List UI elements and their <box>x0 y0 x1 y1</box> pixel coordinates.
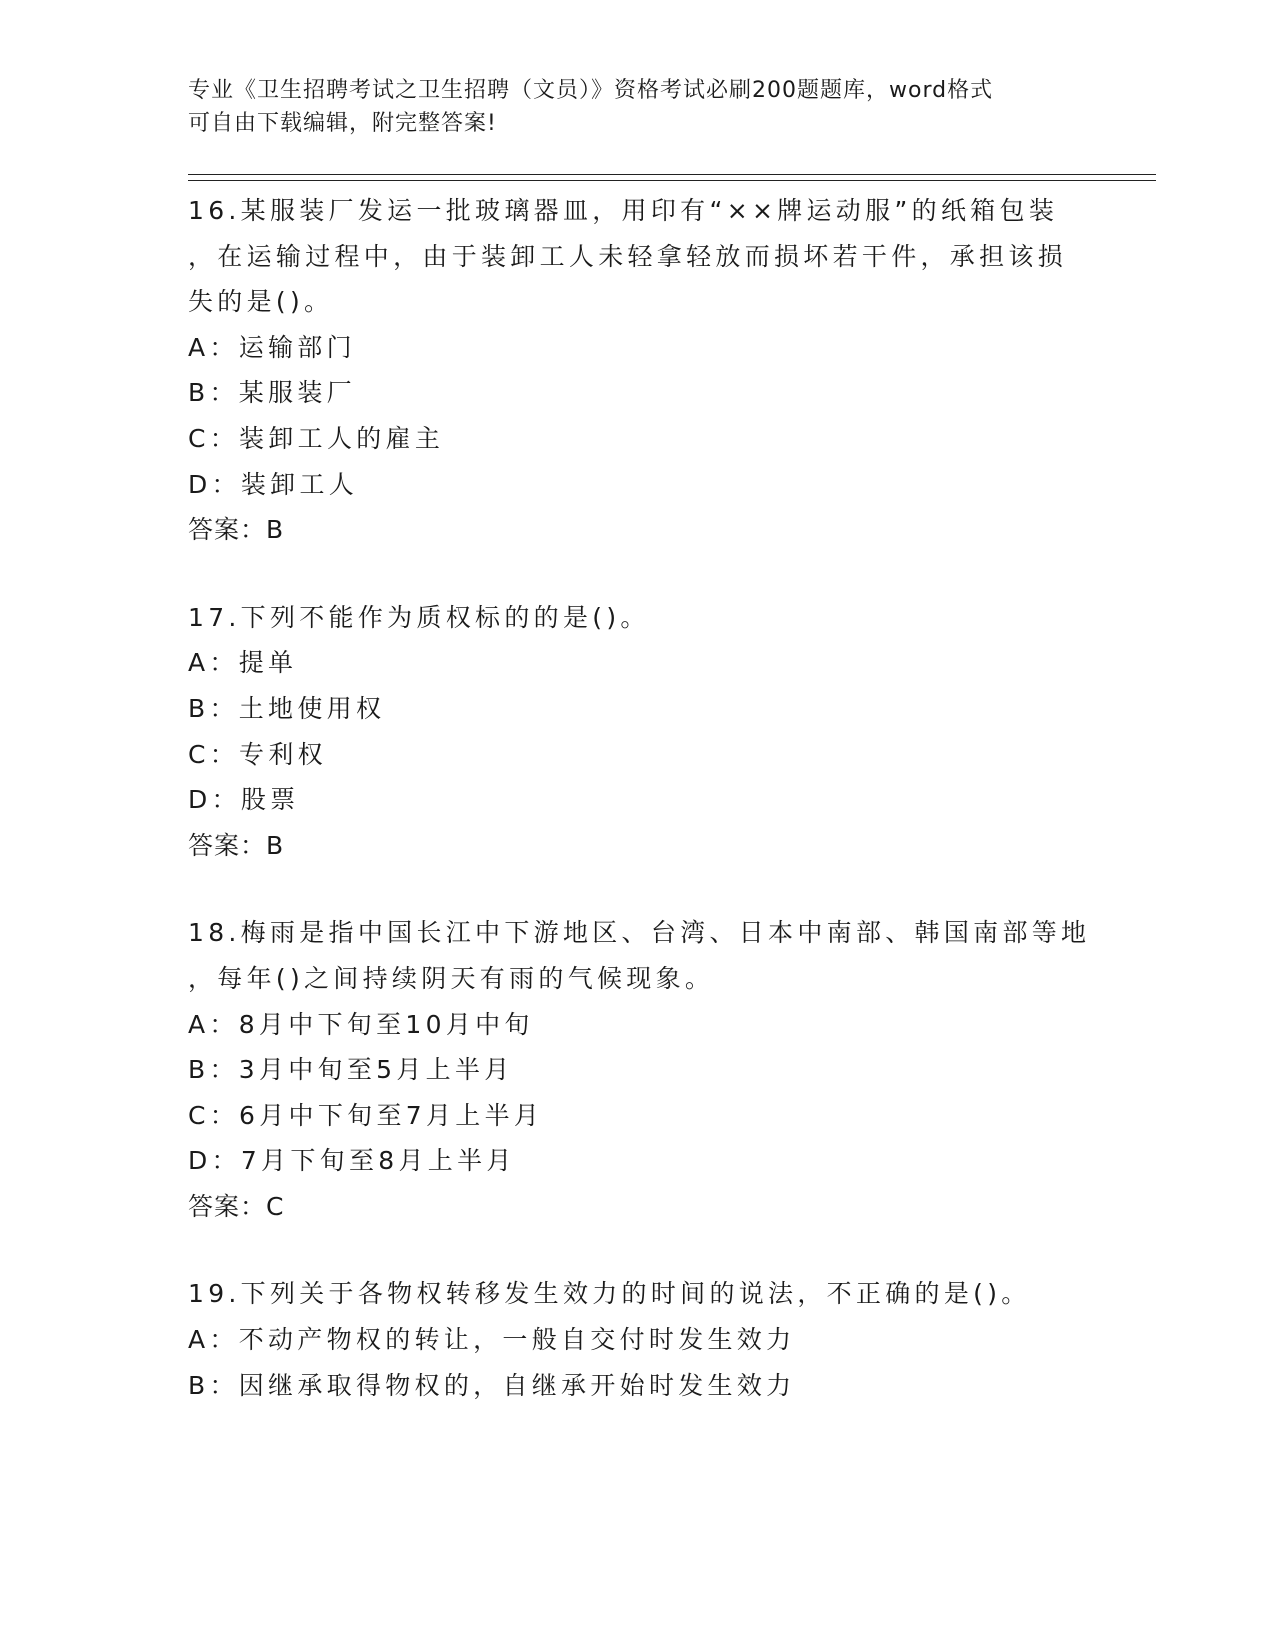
answer-text: 答案：B <box>188 830 285 860</box>
header-line-1: 专业《卫生招聘考试之卫生招聘（文员）》资格考试必刷200题题库，word格式 <box>188 78 994 103</box>
document-header <box>188 74 1088 140</box>
option-c: C：装卸工人的雇主 <box>188 423 445 453</box>
question-list <box>188 188 1091 1450</box>
option-d: D：装卸工人 <box>188 469 359 499</box>
option-a: A：提单 <box>188 648 298 678</box>
question-stem-line: 17.下列不能作为质权标的的是()。 <box>188 602 650 632</box>
option-a: A：8月中下旬至10月中旬 <box>188 1009 534 1039</box>
option-d: D：7月下旬至8月上半月 <box>188 1146 516 1176</box>
option-c: C：6月中下旬至7月上半月 <box>188 1100 544 1130</box>
option-b: B：因继承取得物权的，自继承开始时发生效力 <box>188 1370 796 1400</box>
question-stem-line: ，每年()之间持续阴天有雨的气候现象。 <box>188 963 715 993</box>
header-divider-bottom <box>188 180 1156 181</box>
question-16 <box>188 188 1088 553</box>
option-b: B：土地使用权 <box>188 693 386 723</box>
option-c: C：专利权 <box>188 739 327 769</box>
header-line-2: 可自由下载编辑，附完整答案! <box>188 111 497 136</box>
option-d: D：股票 <box>188 785 300 815</box>
option-b: B：3月中旬至5月上半月 <box>188 1055 514 1085</box>
question-18 <box>188 910 1091 1229</box>
question-stem-line: ，在运输过程中，由于装卸工人未轻拿轻放而损坏若干件，承担该损 <box>188 241 1068 271</box>
option-a: A：运输部门 <box>188 332 356 362</box>
question-stem-line: 16.某服装厂发运一批玻璃器皿，用印有“××牌运动服”的纸箱包装 <box>188 196 1059 225</box>
question-stem-line: 18.梅雨是指中国长江中下游地区、台湾、日本中南部、韩国南部等地 <box>188 918 1091 948</box>
question-stem-line: 失的是()。 <box>188 287 334 317</box>
question-stem-line: 19.下列关于各物权转移发生效力的时间的说法，不正确的是()。 <box>188 1279 1031 1309</box>
option-b: B：某服装厂 <box>188 378 356 408</box>
option-a: A：不动产物权的转让，一般自交付时发生效力 <box>188 1325 796 1355</box>
question-17 <box>188 595 1088 869</box>
question-19 <box>188 1271 1088 1408</box>
answer-text: 答案：C <box>188 1191 285 1221</box>
header-divider-top <box>188 174 1156 175</box>
answer-text: 答案：B <box>188 515 285 545</box>
